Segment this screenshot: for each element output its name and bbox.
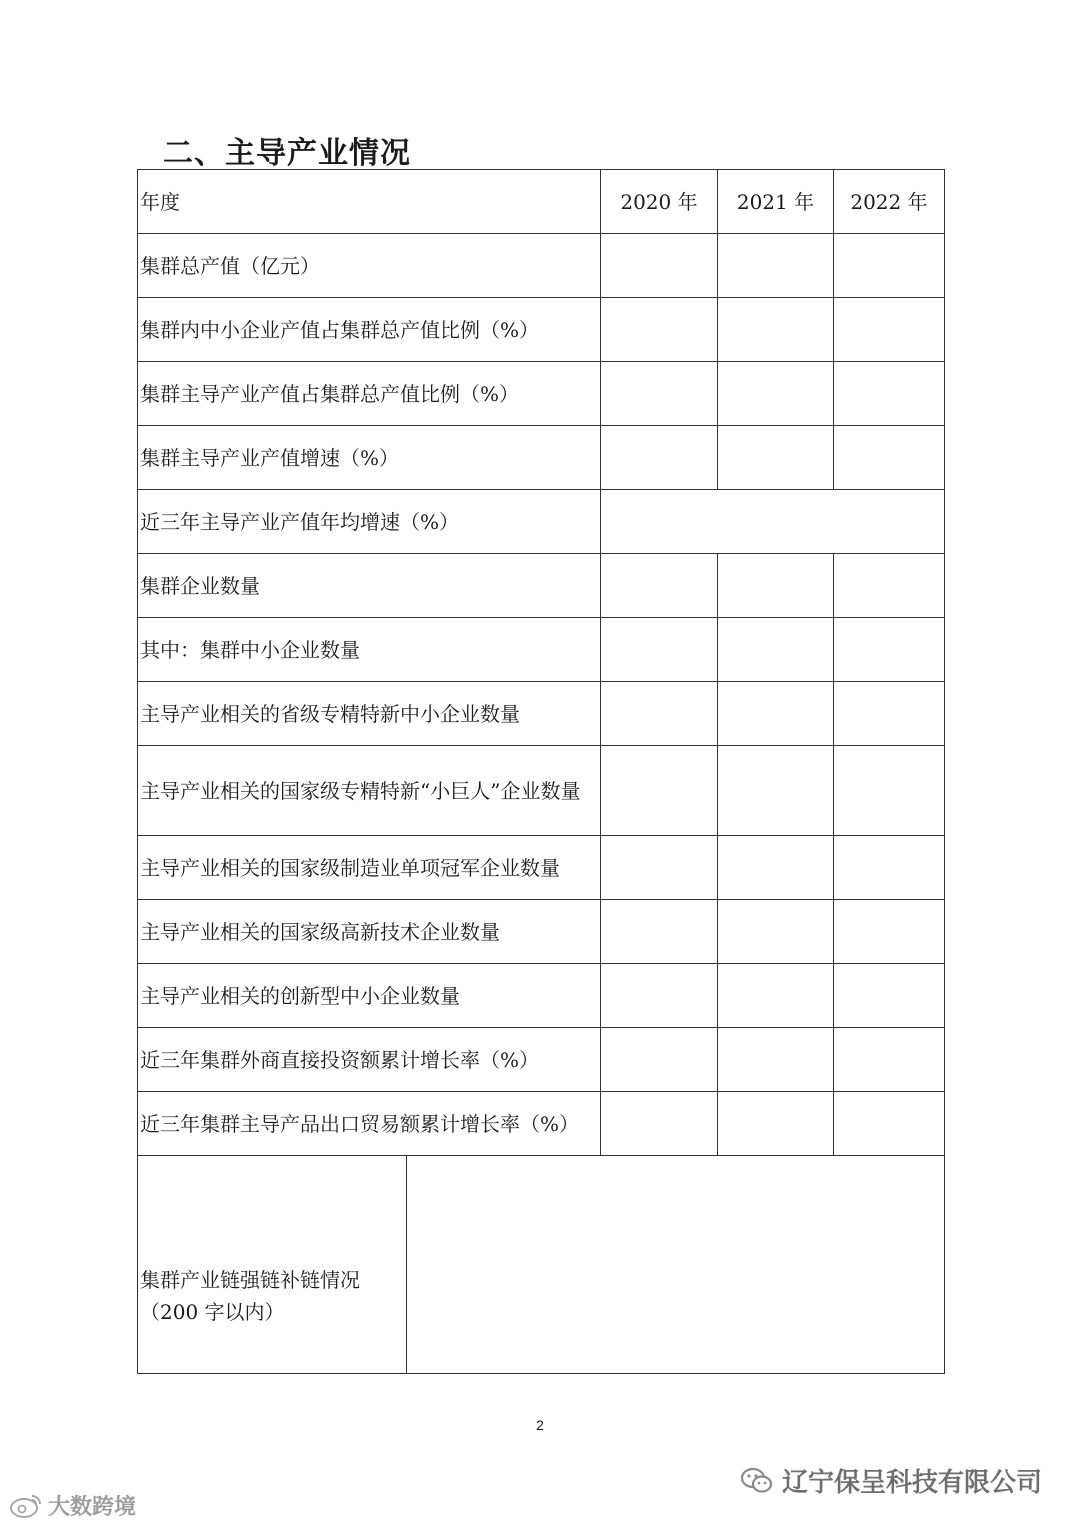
table-row bbox=[138, 836, 945, 900]
row-label: 近三年主导产业产值年均增速（%） bbox=[138, 490, 601, 554]
input-cell[interactable] bbox=[834, 618, 945, 682]
chain-label-cell bbox=[138, 1156, 407, 1374]
table-row bbox=[138, 746, 945, 836]
input-cell[interactable] bbox=[601, 362, 718, 426]
input-cell[interactable] bbox=[834, 362, 945, 426]
input-cell[interactable] bbox=[601, 682, 718, 746]
year-2021-cell: 2021 年 bbox=[718, 170, 834, 234]
row-label: 主导产业相关的省级专精特新中小企业数量 bbox=[138, 682, 601, 746]
input-cell[interactable] bbox=[718, 234, 834, 298]
input-cell[interactable] bbox=[601, 964, 718, 1028]
input-cell[interactable] bbox=[718, 618, 834, 682]
row-label: 集群主导产业产值增速（%） bbox=[138, 426, 601, 490]
table-row bbox=[138, 1092, 945, 1156]
table-row bbox=[138, 964, 945, 1028]
table-header-row bbox=[138, 170, 945, 234]
table-row bbox=[138, 298, 945, 362]
input-cell[interactable] bbox=[601, 426, 718, 490]
row-label: 集群主导产业产值占集群总产值比例（%） bbox=[138, 362, 601, 426]
table-row bbox=[138, 618, 945, 682]
input-cell[interactable] bbox=[718, 964, 834, 1028]
row-label: 主导产业相关的国家级制造业单项冠军企业数量 bbox=[138, 836, 601, 900]
table-row bbox=[138, 362, 945, 426]
input-cell[interactable] bbox=[601, 554, 718, 618]
input-cell[interactable] bbox=[718, 426, 834, 490]
year-2022-cell: 2022 年 bbox=[834, 170, 945, 234]
input-cell-merged[interactable] bbox=[601, 490, 945, 554]
table-row bbox=[138, 900, 945, 964]
input-cell[interactable] bbox=[834, 234, 945, 298]
input-cell[interactable] bbox=[834, 298, 945, 362]
table-row bbox=[138, 1028, 945, 1092]
input-cell[interactable] bbox=[601, 298, 718, 362]
input-cell[interactable] bbox=[718, 554, 834, 618]
input-cell[interactable] bbox=[834, 836, 945, 900]
input-cell[interactable] bbox=[834, 1028, 945, 1092]
input-cell[interactable] bbox=[718, 900, 834, 964]
input-cell[interactable] bbox=[601, 746, 718, 836]
row-label: 近三年集群主导产品出口贸易额累计增长率（%） bbox=[138, 1092, 601, 1156]
watermark-left bbox=[8, 1490, 136, 1521]
row-label: 主导产业相关的创新型中小企业数量 bbox=[138, 964, 601, 1028]
row-label: 集群企业数量 bbox=[138, 554, 601, 618]
row-label: 集群内中小企业产值占集群总产值比例（%） bbox=[138, 298, 601, 362]
input-cell[interactable] bbox=[718, 362, 834, 426]
year-2020-cell: 2020 年 bbox=[601, 170, 718, 234]
input-cell[interactable] bbox=[718, 746, 834, 836]
row-label: 近三年集群外商直接投资额累计增长率（%） bbox=[138, 1028, 601, 1092]
page-number: 2 bbox=[536, 1417, 544, 1433]
header-label-cell: 年度 bbox=[138, 170, 601, 234]
input-cell[interactable] bbox=[718, 682, 834, 746]
input-cell[interactable] bbox=[601, 618, 718, 682]
watermark-left-text: 大数跨境 bbox=[48, 1495, 137, 1520]
input-cell[interactable] bbox=[601, 1028, 718, 1092]
input-cell[interactable] bbox=[601, 836, 718, 900]
chain-label-line1: 集群产业链强链补链情况 bbox=[140, 1267, 360, 1292]
watermark-right-text: 辽宁保呈科技有限公司 bbox=[781, 1468, 1042, 1498]
input-cell[interactable] bbox=[834, 554, 945, 618]
input-cell[interactable] bbox=[834, 900, 945, 964]
input-cell[interactable] bbox=[834, 746, 945, 836]
watermark-right bbox=[740, 1462, 1042, 1499]
input-cell[interactable] bbox=[834, 1092, 945, 1156]
input-cell[interactable] bbox=[718, 836, 834, 900]
row-label: 其中：集群中小企业数量 bbox=[138, 618, 601, 682]
input-cell[interactable] bbox=[718, 298, 834, 362]
table-row bbox=[138, 426, 945, 490]
industry-form-table bbox=[137, 169, 945, 1374]
weibo-icon bbox=[8, 1493, 44, 1519]
input-cell[interactable] bbox=[834, 682, 945, 746]
input-cell[interactable] bbox=[601, 900, 718, 964]
input-cell[interactable] bbox=[834, 426, 945, 490]
input-cell[interactable] bbox=[601, 234, 718, 298]
chain-label-line2: （200 字以内） bbox=[140, 1299, 285, 1324]
section-title: 二、主导产业情况 bbox=[163, 136, 411, 171]
chain-row bbox=[138, 1156, 945, 1374]
wechat-icon bbox=[740, 1466, 774, 1496]
row-label: 主导产业相关的国家级高新技术企业数量 bbox=[138, 900, 601, 964]
input-cell[interactable] bbox=[718, 1092, 834, 1156]
table-row bbox=[138, 234, 945, 298]
table-row bbox=[138, 490, 945, 554]
row-label: 主导产业相关的国家级专精特新“小巨人”企业数量 bbox=[138, 746, 601, 836]
table-row bbox=[138, 554, 945, 618]
input-cell[interactable] bbox=[718, 1028, 834, 1092]
row-label: 集群总产值（亿元） bbox=[138, 234, 601, 298]
input-cell[interactable] bbox=[601, 1092, 718, 1156]
chain-input-cell[interactable] bbox=[407, 1156, 945, 1374]
table-row bbox=[138, 682, 945, 746]
input-cell[interactable] bbox=[834, 964, 945, 1028]
